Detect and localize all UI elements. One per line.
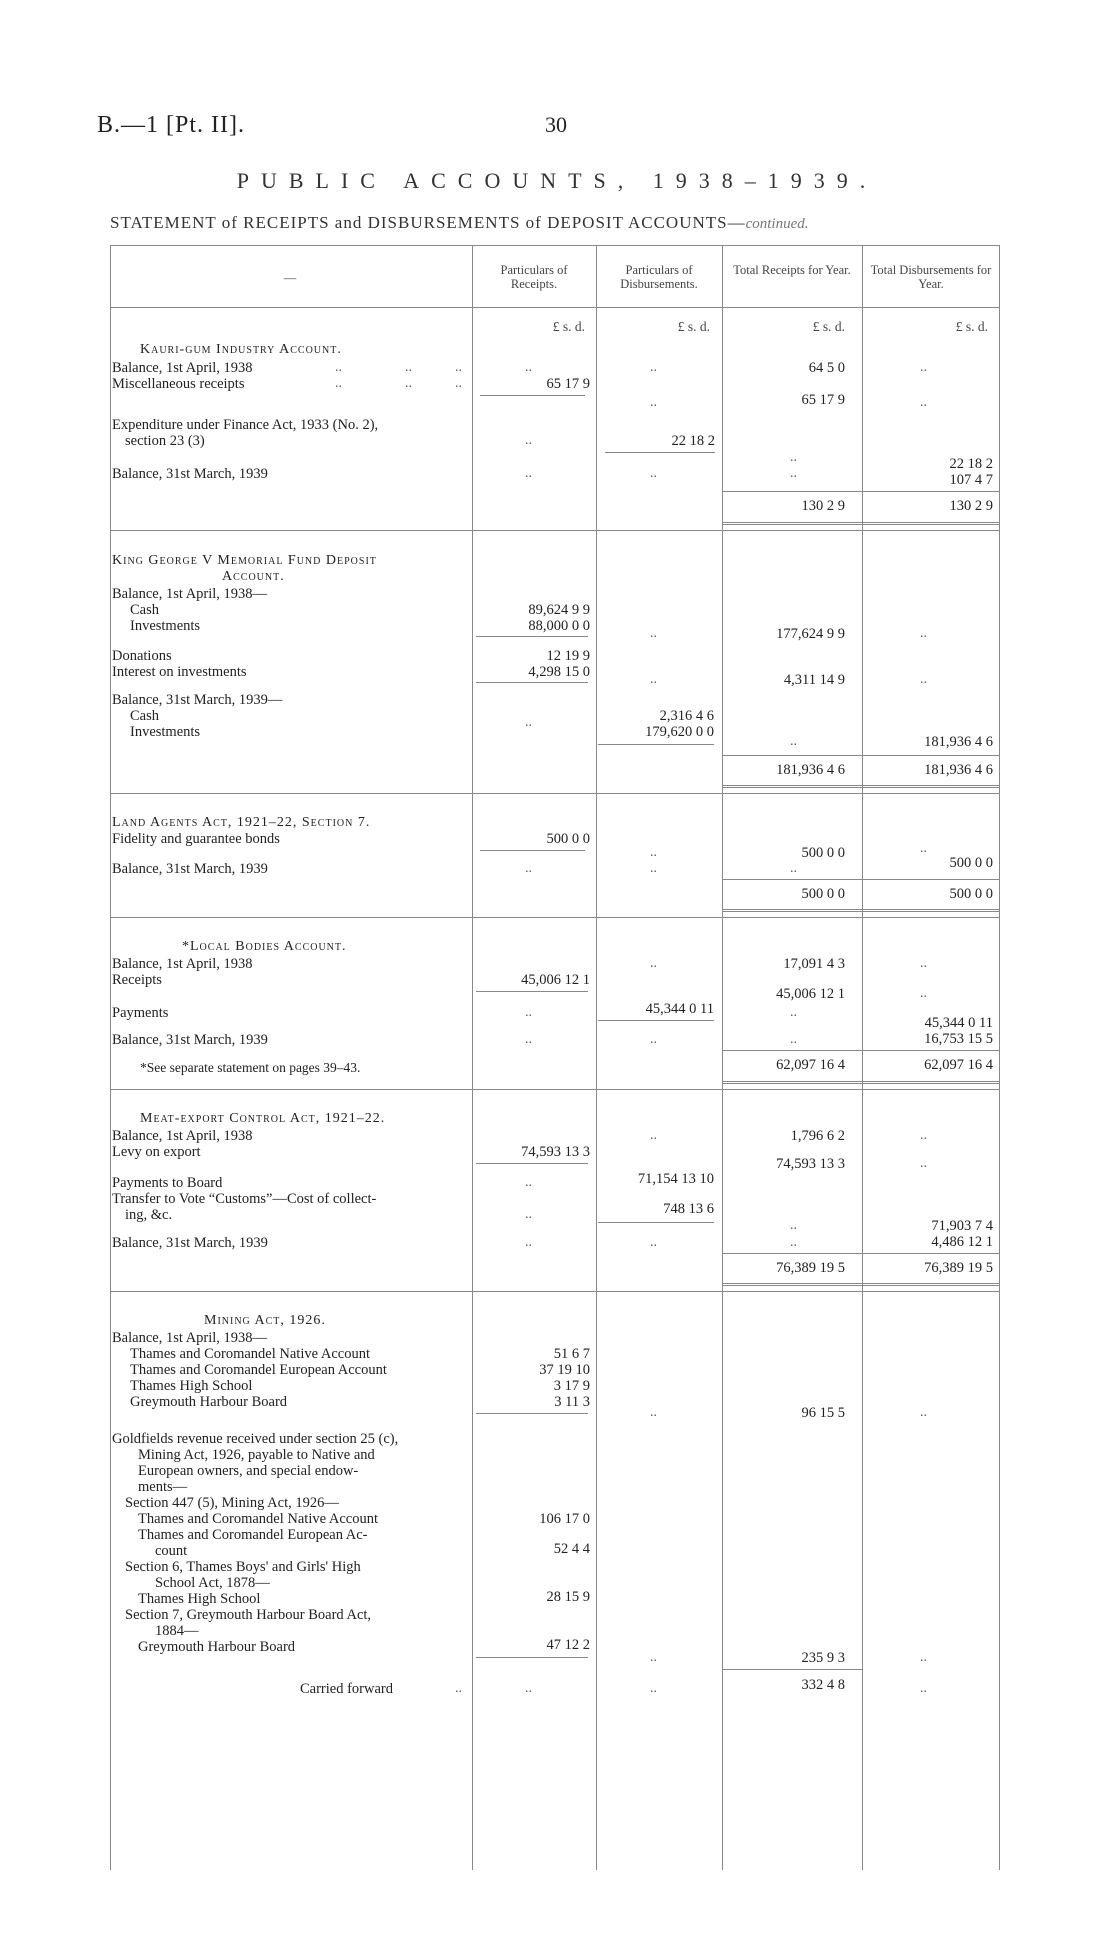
row-label: Thames High School (130, 1378, 253, 1394)
subtotal-rule (480, 395, 585, 396)
nil-dots: .. (650, 626, 657, 641)
nil-dots: .. (525, 861, 532, 876)
nil-dots: .. (650, 861, 657, 876)
leader-dots: .. (405, 376, 412, 391)
col-rule (722, 245, 723, 1870)
row-label: Cash (130, 708, 159, 724)
row-label: Fidelity and guarantee bonds (112, 831, 280, 847)
nil-dots: .. (525, 1032, 532, 1047)
amount: 74,593 13 3 (521, 1144, 590, 1160)
section-total-disbursements: 62,097 16 4 (924, 1057, 993, 1073)
row-label: Investments (130, 618, 201, 634)
accounts-table (110, 245, 1000, 1870)
nil-dots: .. (650, 672, 657, 687)
nil-dots: .. (650, 1235, 657, 1250)
total-rule (722, 1050, 999, 1051)
subtitle-text: STATEMENT of RECEIPTS and DISBURSEMENTS of DEPOSIT ACCOUNTS (110, 213, 728, 232)
amount: 45,006 12 1 (776, 986, 845, 1002)
amount: 500 0 0 (801, 845, 845, 861)
nil-dots: .. (920, 360, 927, 375)
amount: 4,311 14 9 (783, 672, 845, 688)
amount: 65 17 9 (801, 392, 845, 408)
row-label: Balance, 1st April, 1938 (112, 956, 253, 972)
nil-dots: .. (650, 845, 657, 860)
col-rule (999, 245, 1000, 1870)
double-rule (722, 1283, 999, 1286)
nil-dots: .. (525, 1235, 532, 1250)
section-total-disbursements: 130 2 9 (949, 498, 993, 514)
row-label: Balance, 1st April, 1938— (112, 586, 268, 602)
row-label: count (155, 1543, 188, 1559)
nil-dots: .. (920, 1128, 927, 1143)
row-label: Levy on export (112, 1144, 201, 1160)
nil-dots: .. (650, 1128, 657, 1143)
amount: 2,316 4 6 (659, 708, 714, 724)
amount: 500 0 0 (949, 855, 993, 871)
row-label: Thames and Coromandel European Account (130, 1362, 387, 1378)
section-total-receipts: 181,936 4 6 (776, 762, 845, 778)
subtotal-rule (598, 744, 714, 745)
amount: 45,006 12 1 (521, 972, 590, 988)
section-total-receipts: 500 0 0 (801, 886, 845, 902)
row-label: Balance, 1st April, 1938 (112, 1128, 253, 1144)
section-rule (110, 917, 1000, 918)
subtotal-rule (476, 991, 588, 992)
row-label: Mining Act, 1926, payable to Native and (138, 1447, 375, 1463)
nil-dots: .. (525, 1207, 532, 1222)
amount: 235 9 3 (801, 1650, 845, 1666)
page-title: PUBLIC ACCOUNTS, 1938–1939. (236, 168, 878, 193)
col-rule (110, 245, 111, 1870)
subtotal-rule (476, 636, 588, 637)
subtotal-rule (605, 452, 715, 453)
row-label: Balance, 31st March, 1939— (112, 692, 283, 708)
leader-dots: .. (335, 376, 342, 391)
section-total-disbursements: 76,389 19 5 (924, 1260, 993, 1276)
nil-dots: .. (920, 395, 927, 410)
total-rule (722, 879, 999, 880)
leader-dots: .. (455, 1681, 462, 1696)
row-label: ments— (138, 1479, 188, 1495)
nil-dots: .. (920, 1681, 927, 1696)
row-label: Thames and Coromandel Native Account (138, 1511, 378, 1527)
nil-dots: .. (790, 466, 797, 481)
statement-subtitle: STATEMENT of RECEIPTS and DISBURSEMENTS of DEPOSIT ACCOUNTS—continued. (110, 213, 809, 232)
section-total-disbursements: 500 0 0 (949, 886, 993, 902)
amount: 179,620 0 0 (645, 724, 714, 740)
amount: 17,091 4 3 (783, 956, 845, 972)
nil-dots: .. (790, 1005, 797, 1020)
nil-dots: .. (525, 1681, 532, 1696)
amount: 28 15 9 (546, 1589, 590, 1605)
currency-label: £ s. d. (812, 319, 845, 334)
nil-dots: .. (790, 1218, 797, 1233)
col-rule (596, 245, 597, 1870)
amount: 88,000 0 0 (528, 618, 590, 634)
section-title-land-agents: Land Agents Act, 1921–22, Section 7. (112, 815, 371, 830)
amount: 45,344 0 11 (645, 1001, 714, 1017)
row-label: Section 7, Greymouth Harbour Board Act, (125, 1607, 372, 1623)
row-label: European owners, and special endow- (138, 1463, 359, 1479)
row-label: Payments (112, 1005, 169, 1021)
row-label: Cash (130, 602, 159, 618)
nil-dots: .. (525, 1005, 532, 1020)
section-total-disbursements: 181,936 4 6 (924, 762, 993, 778)
section-rule (110, 530, 1000, 531)
nil-dots: .. (650, 1650, 657, 1665)
leader-dots: .. (455, 376, 462, 391)
row-label: Balance, 31st March, 1939 (112, 861, 268, 877)
col-heading-total-disbursements: Total Disbursements for Year. (870, 263, 992, 291)
nil-dots: .. (920, 956, 927, 971)
amount: 500 0 0 (546, 831, 590, 847)
row-label: Goldfields revenue received under section 25 (c), (112, 1431, 399, 1447)
row-label: Greymouth Harbour Board (138, 1639, 296, 1655)
amount: 64 5 0 (808, 360, 845, 376)
section-title-kauri: Kauri-gum Industry Account. (140, 342, 342, 357)
nil-dots: .. (790, 734, 797, 749)
amount: 22 18 2 (671, 433, 715, 449)
subtotal-rule (476, 682, 588, 683)
row-label: Balance, 31st March, 1939 (112, 466, 268, 482)
amount: 748 13 6 (663, 1201, 714, 1217)
nil-dots: .. (790, 1032, 797, 1047)
total-rule (722, 755, 999, 756)
amount: 52 4 4 (553, 1541, 590, 1557)
col-rule (472, 245, 473, 1870)
row-label: 1884— (155, 1623, 199, 1639)
section-title-king-george: King George V Memorial Fund Deposit (112, 553, 377, 568)
amount: 4,298 15 0 (528, 664, 590, 680)
nil-dots: .. (650, 360, 657, 375)
top-rule (110, 245, 1000, 246)
amount: 106 17 0 (539, 1511, 590, 1527)
section-rule (110, 1291, 1000, 1292)
nil-dots: .. (525, 360, 532, 375)
nil-dots: .. (525, 1175, 532, 1190)
row-label: Balance, 31st March, 1939 (112, 1032, 268, 1048)
currency-label: £ s. d. (955, 319, 988, 334)
total-rule (722, 491, 999, 492)
subtotal-rule (598, 1020, 714, 1021)
row-label: ing, &c. (125, 1207, 173, 1223)
header-rule (110, 307, 1000, 308)
nil-dots: .. (920, 1650, 927, 1665)
subtotal-rule (476, 1413, 588, 1414)
amount: 12 19 9 (546, 648, 590, 664)
nil-dots: .. (920, 1405, 927, 1420)
amount: 3 17 9 (553, 1378, 590, 1394)
section-rule (110, 1089, 1000, 1090)
double-rule (722, 1081, 999, 1084)
section-total-receipts: 130 2 9 (801, 498, 845, 514)
row-label: Transfer to Vote “Customs”—Cost of collect- (112, 1191, 377, 1207)
nil-dots: .. (650, 1405, 657, 1420)
leader-dots: .. (335, 360, 342, 375)
leader-dots: .. (455, 360, 462, 375)
row-label: Thames and Coromandel Native Account (130, 1346, 370, 1362)
subtotal-rule (476, 1657, 588, 1658)
nil-dots: .. (525, 715, 532, 730)
amount: 37 19 10 (539, 1362, 590, 1378)
leader-dots: .. (405, 360, 412, 375)
nil-dots: .. (790, 1235, 797, 1250)
double-rule (722, 785, 999, 788)
amount: 22 18 2 (949, 456, 993, 472)
amount: 181,936 4 6 (924, 734, 993, 750)
subtotal-rule (480, 850, 585, 851)
row-label: Section 447 (5), Mining Act, 1926— (125, 1495, 339, 1511)
row-label: Balance, 1st April, 1938 (112, 360, 253, 376)
double-rule (722, 909, 999, 912)
nil-dots: .. (920, 986, 927, 1001)
row-label: Miscellaneous receipts (112, 376, 245, 392)
amount: 96 15 5 (801, 1405, 845, 1421)
nil-dots: .. (650, 466, 657, 481)
nil-dots: .. (650, 1032, 657, 1047)
amount: 65 17 9 (546, 376, 590, 392)
amount: 45,344 0 11 (924, 1015, 993, 1031)
row-label: Thames High School (138, 1591, 261, 1607)
amount: 74,593 13 3 (776, 1156, 845, 1172)
amount: 4,486 12 1 (931, 1234, 993, 1250)
nil-dots: .. (920, 672, 927, 687)
page-number: 30 (545, 112, 567, 137)
col-rule (862, 245, 863, 1870)
row-label: section 23 (3) (125, 433, 205, 449)
row-label: Balance, 31st March, 1939 (112, 1235, 268, 1251)
currency-label: £ s. d. (677, 319, 710, 334)
amount: 71,903 7 4 (931, 1218, 993, 1234)
subtotal-rule (476, 1163, 588, 1164)
nil-dots: .. (790, 450, 797, 465)
carried-forward-total: 332 4 8 (801, 1677, 845, 1693)
subtotal-rule (598, 1222, 714, 1223)
amount: 71,154 13 10 (637, 1171, 714, 1187)
amount: 16,753 15 5 (924, 1031, 993, 1047)
section-rule (110, 793, 1000, 794)
row-label: Greymouth Harbour Board (130, 1394, 288, 1410)
row-label: School Act, 1878— (155, 1575, 270, 1591)
row-label: Expenditure under Finance Act, 1933 (No. 2), (112, 417, 379, 433)
total-rule (722, 1669, 862, 1670)
row-label: Thames and Coromandel European Ac- (138, 1527, 368, 1543)
row-label: Donations (112, 648, 172, 664)
amount: 177,624 9 9 (776, 626, 845, 642)
subtitle-continued: continued. (745, 216, 809, 232)
nil-dots: .. (650, 395, 657, 410)
section-title-local-bodies: *Local Bodies Account. (182, 939, 347, 954)
blank-column-heading: — (283, 271, 297, 285)
nil-dots: .. (920, 626, 927, 641)
section-title-king-george-cont: Account. (222, 569, 285, 584)
amount: 89,624 9 9 (528, 602, 590, 618)
footnote: *See separate statement on pages 39–43. (140, 1060, 361, 1075)
row-label: Investments (130, 724, 201, 740)
amount: 3 11 3 (554, 1394, 590, 1410)
amount: 51 6 7 (553, 1346, 590, 1362)
section-title-meat-export: Meat-export Control Act, 1921–22. (140, 1111, 386, 1126)
nil-dots: .. (650, 1681, 657, 1696)
nil-dots: .. (790, 861, 797, 876)
row-label: Receipts (112, 972, 162, 988)
double-rule (722, 522, 999, 525)
row-label: Section 6, Thames Boys' and Girls' High (125, 1559, 361, 1575)
col-heading-receipts: Particulars of Receipts. (500, 263, 568, 291)
row-label: Interest on investments (112, 664, 247, 680)
currency-label: £ s. d. (552, 319, 585, 334)
section-total-receipts: 76,389 19 5 (776, 1260, 845, 1276)
row-label: Balance, 1st April, 1938— (112, 1330, 268, 1346)
page-reference: B.—1 [Pt. II]. (97, 112, 245, 138)
amount: 1,796 6 2 (790, 1128, 845, 1144)
section-total-receipts: 62,097 16 4 (776, 1057, 845, 1073)
nil-dots: .. (525, 466, 532, 481)
total-rule (722, 1253, 999, 1254)
col-heading-disbursements: Particulars of Disbursements. (620, 263, 698, 291)
nil-dots: .. (650, 956, 657, 971)
section-title-mining: Mining Act, 1926. (204, 1313, 326, 1328)
nil-dots: .. (525, 433, 532, 448)
nil-dots: .. (920, 841, 927, 856)
col-heading-total-receipts: Total Receipts for Year. (733, 263, 851, 277)
row-label: Payments to Board (112, 1175, 223, 1191)
carried-forward-label: Carried forward (300, 1681, 393, 1697)
amount: 47 12 2 (546, 1637, 590, 1653)
amount: 107 4 7 (949, 472, 993, 488)
nil-dots: .. (920, 1156, 927, 1171)
